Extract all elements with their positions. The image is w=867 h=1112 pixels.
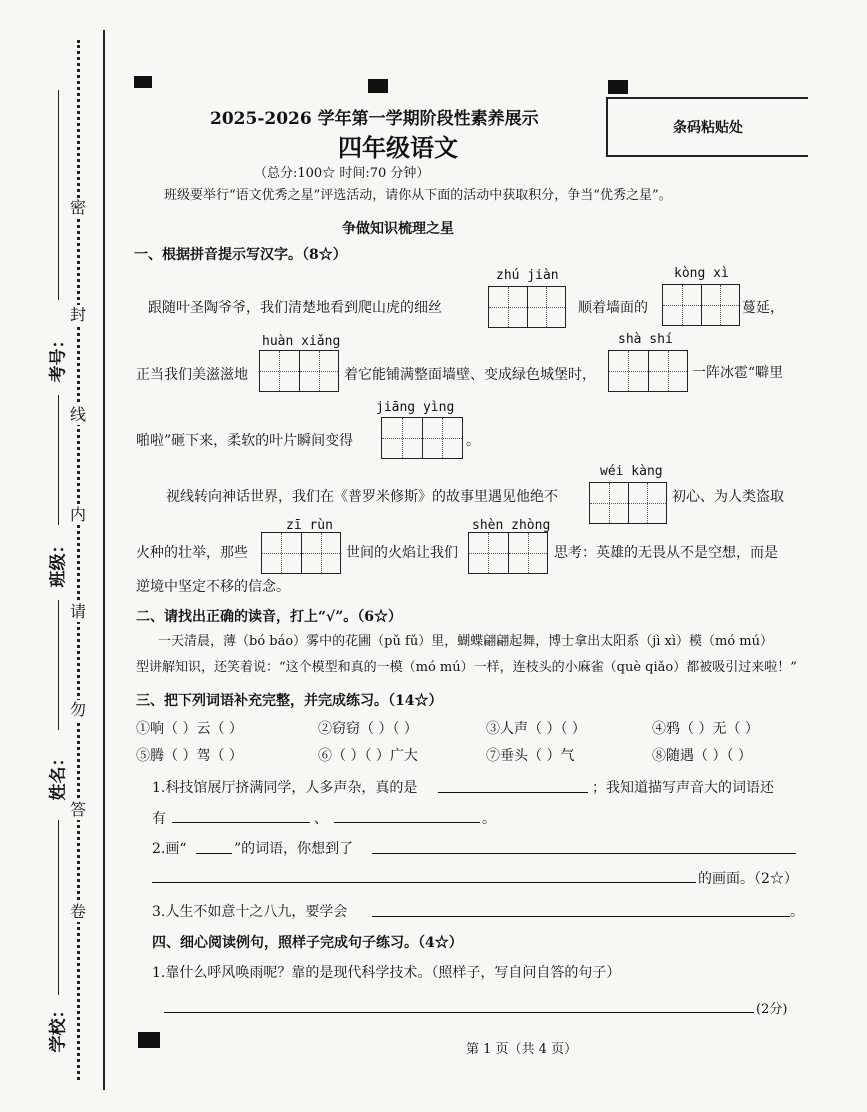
q3-s1-text: 。 <box>482 811 496 827</box>
q1-text: 顺着墙面的 <box>578 300 648 316</box>
answer-line[interactable] <box>334 822 480 823</box>
answer-line[interactable] <box>164 1012 754 1013</box>
registration-mark <box>138 1032 160 1048</box>
barcode-box <box>606 97 808 157</box>
write-box-1[interactable] <box>488 286 566 328</box>
q1-text: 啪啦”砸下来，柔软的叶片瞬间变得 <box>136 433 354 449</box>
write-box-4[interactable] <box>608 350 688 392</box>
q3-s2-text: ”的词语，你想到了 <box>234 841 354 857</box>
write-box-8[interactable] <box>468 532 548 574</box>
q4-title: 四、细心阅读例句，照样子完成句子练习。（4☆） <box>152 935 463 951</box>
write-box-2[interactable] <box>662 284 740 326</box>
class-field-line[interactable] <box>58 395 59 525</box>
q3-item[interactable]: ⑧随遇（ ）（ ） <box>652 748 752 764</box>
q1-title: 一、根据拼音提示写汉字。（8☆） <box>134 247 347 263</box>
seal-char: 勿 <box>69 700 86 719</box>
q1-text: 火种的壮举，那些 <box>136 545 248 561</box>
pinyin-7: zī rùn <box>286 518 333 533</box>
q3-s2-text: 2.画“ <box>152 841 187 857</box>
write-box-6[interactable] <box>589 482 667 524</box>
q3-s2-text: 的画面。（2☆） <box>698 871 798 887</box>
q1-text: 一阵冰雹“噼里 <box>692 365 784 381</box>
q1-text: 蔓延， <box>742 300 784 316</box>
q3-item[interactable]: ①响（ ）云（ ） <box>136 721 243 737</box>
answer-line[interactable] <box>196 853 232 854</box>
answer-line[interactable] <box>372 853 796 854</box>
school-label: 学校： <box>48 1001 69 1053</box>
q3-item[interactable]: ③人声（ ）（ ） <box>486 721 586 737</box>
q1-text: 着它能铺满整面墙壁、变成绿色城堡时， <box>344 367 596 383</box>
q3-item[interactable]: ⑦垂头（ ）气 <box>486 748 575 764</box>
pinyin-1: zhú jiàn <box>496 268 559 283</box>
intro-text: 班级要举行“语文优秀之星”评选活动，请你从下面的活动中获取积分，争当“优秀之星”。 <box>164 188 672 203</box>
q2-text: 一天清晨，薄（bó báo）雾中的花圃（pǔ fǔ）里，蝴蝶翩翩起舞，博士拿出太阳系（jì xì）模（mó mú） <box>158 634 773 649</box>
q1-text: 视线转向神话世界，我们在《普罗米修斯》的故事里遇见他绝不 <box>166 489 558 505</box>
q3-s1-text: ；我知道描写声音大的词语还 <box>592 780 774 796</box>
margin-dotted-line <box>77 40 80 1080</box>
q3-s1-text: 有 <box>152 811 166 827</box>
page-number: 第 1 页（共 4 页） <box>466 1042 578 1057</box>
q3-item[interactable]: ⑤腾（ ）驾（ ） <box>136 748 243 764</box>
q1-text: 世间的火焰让我们 <box>346 545 458 561</box>
write-box-7[interactable] <box>261 532 341 574</box>
pinyin-3: huàn xiǎng <box>262 334 341 349</box>
registration-mark <box>608 80 628 94</box>
pinyin-4: shà shí <box>618 332 673 347</box>
q3-s1-text: 1.科技馆展厅挤满同学，人多声杂，真的是 <box>152 780 418 796</box>
q3-title: 三、把下列词语补充完整，并完成练习。（14☆） <box>136 693 443 709</box>
name-field-line[interactable] <box>58 600 59 730</box>
q2-title: 二、请找出正确的读音，打上“√”。（6☆） <box>136 609 403 625</box>
pinyin-6: wéi kàng <box>600 464 663 479</box>
q1-text: 。 <box>466 433 480 449</box>
q1-text: 初心、为人类盗取 <box>672 489 784 505</box>
registration-mark <box>368 79 388 93</box>
q1-text: 思考：英雄的无畏从不是空想，而是 <box>554 545 778 561</box>
q3-s3-text: 3.人生不如意十之八九，要学会 <box>152 904 348 920</box>
section-title: 争做知识梳理之星 <box>342 221 454 237</box>
pinyin-2: kòng xì <box>674 266 729 281</box>
q3-s3-text: 。 <box>790 904 804 920</box>
seal-char: 内 <box>69 505 86 524</box>
q1-text: 逆境中坚定不移的信念。 <box>136 579 290 595</box>
q1-text: 跟随叶圣陶爷爷，我们清楚地看到爬山虎的细丝 <box>148 300 442 316</box>
q3-s1-text: 、 <box>314 811 328 827</box>
exam-number-label: 考号： <box>48 331 69 383</box>
q4-s1-text: 1.靠什么呼风唤雨呢？靠的是现代科学技术。（照样子，写自问自答的句子） <box>152 965 621 981</box>
school-field-line[interactable] <box>58 820 59 995</box>
name-label: 姓名： <box>48 749 69 801</box>
write-box-3[interactable] <box>259 350 339 392</box>
pinyin-5: jiāng yìng <box>376 400 455 415</box>
exam-title: 2025-2026 学年第一学期阶段性素养展示 <box>210 109 539 129</box>
q3-item[interactable]: ②窃窃（ ）（ ） <box>318 721 418 737</box>
answer-line[interactable] <box>372 916 790 917</box>
answer-line[interactable] <box>438 792 588 793</box>
seal-char: 答 <box>69 800 86 819</box>
seal-char: 请 <box>69 602 86 621</box>
class-label: 班级： <box>48 536 69 588</box>
subject-title: 四年级语文 <box>338 133 458 162</box>
q3-item[interactable]: ⑥（ ）（ ）广大 <box>318 748 418 764</box>
q2-text: 型讲解知识，还笑着说：“这个模型和真的一模（mó mú）一样，连枝头的小麻雀（què qiǎo）都被吸引过来啦！” <box>136 660 797 675</box>
pinyin-8: shèn zhòng <box>472 518 551 533</box>
q3-item[interactable]: ④鸦（ ）无（ ） <box>652 721 759 737</box>
margin-solid-line <box>103 30 105 1090</box>
q4-score: (2分) <box>756 1002 788 1017</box>
exam-number-field-line[interactable] <box>58 90 59 300</box>
seal-char: 线 <box>69 405 86 424</box>
barcode-label: 条码粘贴处 <box>673 120 743 136</box>
write-box-5[interactable] <box>381 417 463 459</box>
exam-info: （总分:100☆ 时间:70 分钟） <box>254 166 430 181</box>
seal-char: 封 <box>69 305 86 324</box>
seal-char: 密 <box>69 198 86 217</box>
registration-mark <box>134 76 152 88</box>
seal-char: 卷 <box>69 902 86 921</box>
answer-line[interactable] <box>152 882 696 883</box>
answer-line[interactable] <box>172 822 310 823</box>
q1-text: 正当我们美滋滋地 <box>136 367 248 383</box>
